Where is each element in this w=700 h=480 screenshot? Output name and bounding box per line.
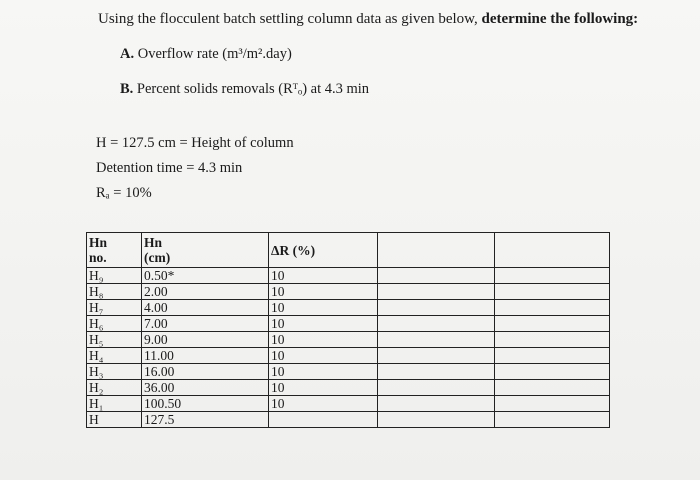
intro-bold: determine the following:	[481, 11, 639, 27]
cell-cm: 100.50	[142, 396, 269, 412]
cell-blank	[495, 380, 610, 396]
cell-blank	[378, 364, 495, 380]
cell-blank	[378, 284, 495, 300]
table-row	[87, 316, 610, 332]
header-hn-cm: Hn (cm)	[142, 233, 269, 268]
table-body	[87, 268, 610, 428]
cell-blank	[495, 284, 610, 300]
cell-hn: H₃	[87, 364, 142, 380]
cell-hn: H₉	[87, 268, 142, 284]
cell-dr: 10	[269, 284, 378, 300]
table-row	[87, 268, 610, 284]
cell-blank	[495, 396, 610, 412]
cell-dr: 10	[269, 268, 378, 284]
table-row	[87, 396, 610, 412]
cell-blank	[378, 380, 495, 396]
table-row	[87, 412, 610, 428]
table-row	[87, 348, 610, 364]
question-b	[120, 81, 369, 98]
cell-hn: H	[87, 412, 142, 428]
cell-hn: H₄	[87, 348, 142, 364]
cell-blank	[378, 268, 495, 284]
cell-blank	[495, 332, 610, 348]
table-row	[87, 284, 610, 300]
cell-blank	[378, 332, 495, 348]
question-a-label: A.	[120, 46, 135, 62]
table-header-row	[87, 233, 610, 268]
cell-dr: 10	[269, 300, 378, 316]
header-delta-r: ΔR (%)	[269, 233, 378, 268]
cell-cm: 127.5	[142, 412, 269, 428]
cell-hn: H₈	[87, 284, 142, 300]
cell-hn: H₇	[87, 300, 142, 316]
table-row	[87, 364, 610, 380]
cell-blank	[495, 316, 610, 332]
cell-cm: 9.00	[142, 332, 269, 348]
given-column-height: H = 127.5 cm = Height of column	[96, 135, 294, 151]
cell-hn: H₂	[87, 380, 142, 396]
cell-blank	[495, 364, 610, 380]
cell-dr: 10	[269, 396, 378, 412]
cell-dr	[269, 412, 378, 428]
cell-dr: 10	[269, 380, 378, 396]
cell-blank	[378, 348, 495, 364]
cell-hn: H₆	[87, 316, 142, 332]
intro-lead: Using the flocculent batch settling column data as given below,	[98, 11, 482, 27]
cell-blank	[378, 396, 495, 412]
question-a-text: Overflow rate (m³/m².day)	[137, 46, 292, 62]
cell-blank	[378, 300, 495, 316]
cell-dr: 10	[269, 316, 378, 332]
question-b-label: B.	[120, 81, 134, 97]
problem-intro	[98, 11, 638, 28]
given-detention-time: Detention time = 4.3 min	[96, 160, 243, 176]
settling-data-table	[86, 232, 610, 428]
cell-blank	[495, 268, 610, 284]
table-row	[87, 300, 610, 316]
cell-blank	[495, 300, 610, 316]
cell-dr: 10	[269, 364, 378, 380]
cell-cm: 16.00	[142, 364, 269, 380]
header-empty-4	[378, 233, 495, 268]
cell-cm: 36.00	[142, 380, 269, 396]
cell-blank	[495, 348, 610, 364]
given-ra: Rₐ = 10%	[96, 185, 152, 201]
cell-hn: H₁	[87, 396, 142, 412]
table-row	[87, 380, 610, 396]
header-hn-no: Hn no.	[87, 233, 142, 268]
cell-cm: 4.00	[142, 300, 269, 316]
cell-cm: 11.00	[142, 348, 269, 364]
table-row	[87, 332, 610, 348]
cell-cm: 7.00	[142, 316, 269, 332]
cell-blank	[378, 412, 495, 428]
cell-dr: 10	[269, 348, 378, 364]
cell-dr: 10	[269, 332, 378, 348]
cell-cm: 2.00	[142, 284, 269, 300]
cell-cm: 0.50*	[142, 268, 269, 284]
question-a	[120, 46, 292, 63]
header-empty-5	[495, 233, 610, 268]
question-b-text: Percent solids removals (Rᵀₒ) at 4.3 min	[136, 81, 370, 97]
cell-blank	[495, 412, 610, 428]
cell-blank	[378, 316, 495, 332]
cell-hn: H₅	[87, 332, 142, 348]
